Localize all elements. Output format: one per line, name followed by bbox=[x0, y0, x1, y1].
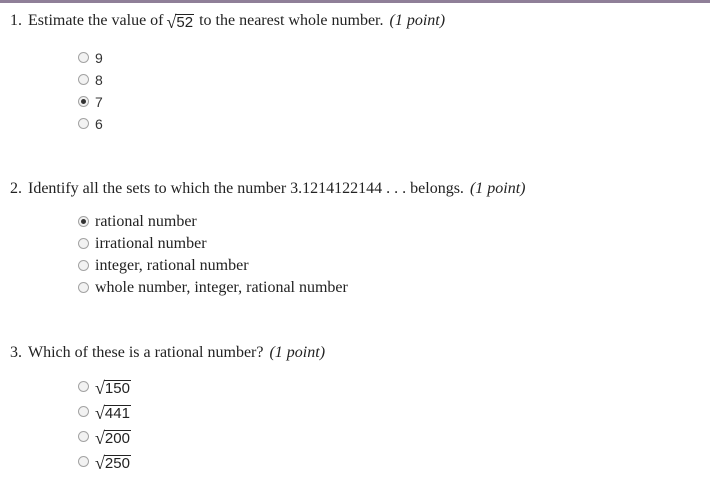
question-number: 3. bbox=[10, 344, 22, 361]
radio-button[interactable] bbox=[78, 431, 89, 442]
radicand: 200 bbox=[104, 430, 130, 447]
radicand: 150 bbox=[104, 380, 130, 397]
radio-button[interactable] bbox=[78, 74, 89, 85]
radical-sign: √ bbox=[95, 428, 105, 448]
radicand: 250 bbox=[104, 455, 130, 472]
question-number: 1. bbox=[10, 12, 22, 29]
choice-label: rational number bbox=[95, 213, 197, 230]
top-divider bbox=[0, 0, 710, 3]
choice-label: integer, rational number bbox=[95, 257, 249, 274]
radio-button[interactable] bbox=[78, 118, 89, 129]
choice-label bbox=[95, 402, 131, 422]
radical-sign: √ bbox=[95, 378, 105, 398]
choice-label bbox=[95, 452, 131, 472]
choice-label: 9 bbox=[95, 50, 103, 66]
points-label: (1 point) bbox=[469, 180, 526, 197]
radio-button[interactable] bbox=[78, 406, 89, 417]
radicand: 441 bbox=[104, 405, 130, 422]
choice-label: whole number, integer, rational number bbox=[95, 279, 348, 296]
question-text: Identify all the sets to which the number 3.1214122144 . . . belongs. bbox=[28, 180, 464, 197]
choice-label bbox=[95, 377, 131, 397]
square-root-expression bbox=[95, 379, 131, 397]
choice-label: irrational number bbox=[95, 235, 207, 252]
radical-sign: √ bbox=[166, 12, 177, 32]
radio-button[interactable] bbox=[78, 238, 89, 249]
square-root-expression bbox=[167, 13, 195, 31]
radical-sign: √ bbox=[95, 403, 105, 423]
radio-button[interactable] bbox=[78, 260, 89, 271]
question-text: Which of these is a rational number? bbox=[28, 344, 264, 361]
square-root-expression bbox=[95, 454, 131, 472]
choice-label: 7 bbox=[95, 94, 103, 110]
points-label: (1 point) bbox=[269, 344, 326, 361]
question-2-prompt bbox=[10, 179, 525, 199]
question-number: 2. bbox=[10, 180, 22, 197]
question-text: Estimate the value of bbox=[28, 12, 164, 29]
radio-button[interactable] bbox=[78, 456, 89, 467]
choice-label bbox=[95, 427, 131, 447]
radio-button[interactable] bbox=[78, 381, 89, 392]
choice-label: 6 bbox=[95, 116, 103, 132]
radio-button-selected[interactable] bbox=[78, 96, 89, 107]
points-label: (1 point) bbox=[389, 12, 446, 29]
radio-button-selected[interactable] bbox=[78, 216, 89, 227]
question-text-continued: to the nearest whole number. bbox=[199, 12, 384, 29]
radio-button[interactable] bbox=[78, 282, 89, 293]
question-3-prompt bbox=[10, 343, 325, 363]
square-root-expression bbox=[95, 429, 131, 447]
square-root-expression bbox=[95, 404, 131, 422]
radical-sign: √ bbox=[95, 453, 105, 473]
radio-button[interactable] bbox=[78, 52, 89, 63]
choice-label: 8 bbox=[95, 72, 103, 88]
question-1-prompt bbox=[10, 11, 445, 31]
radicand: 52 bbox=[176, 14, 194, 31]
